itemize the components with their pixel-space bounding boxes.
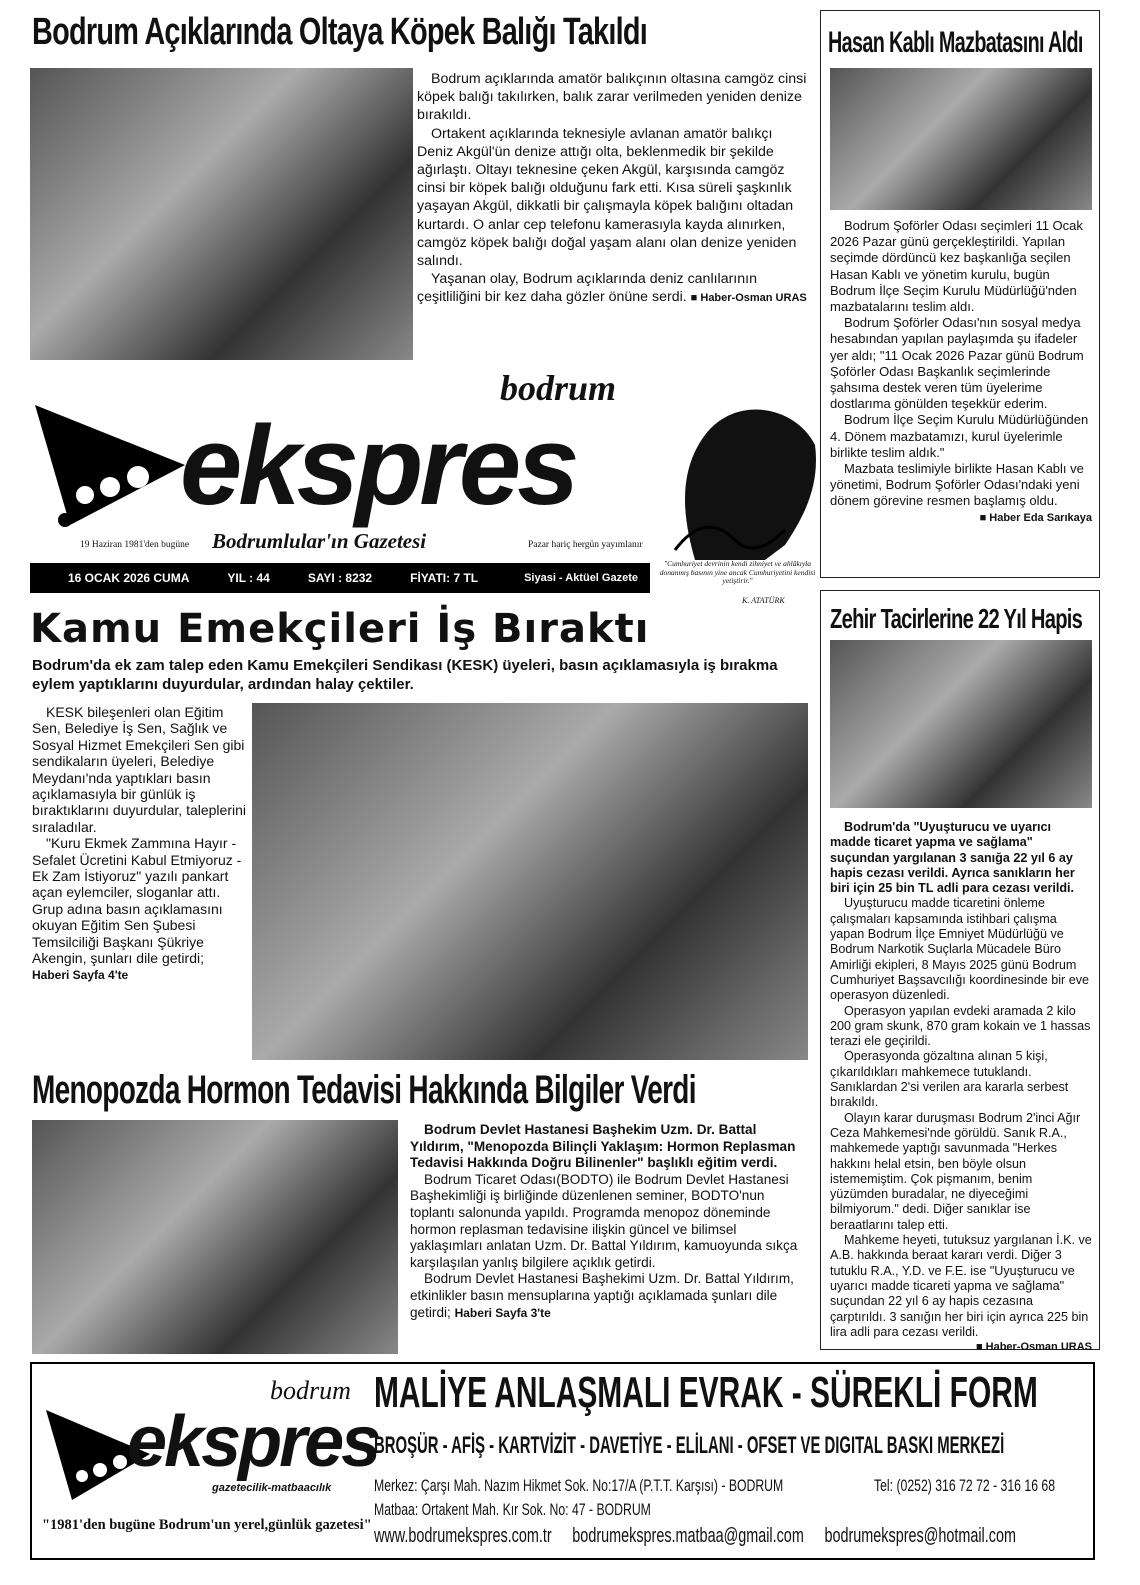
paragraph: Yaşanan olay, Bodrum açıklarında deniz canlılarının çeşitliliğini bir kez daha gözler önüne serdi. ■ Haber-Osman URAS (417, 271, 807, 306)
slogan: Bodrumlular'ın Gazetesi (212, 529, 427, 553)
masthead-info-bar (30, 563, 650, 593)
paragraph: Operasyon yapılan evdeki aramada 2 kilo 200 gram skunk, 870 gram kokain ve 1 hassas terazi ele geçirildi. (830, 1003, 1091, 1049)
story5-headline[interactable]: Zehir Tacirlerine 22 Yıl Hapis (830, 603, 1083, 634)
paragraph: "Kuru Ekmek Zammına Hayır - Sefalet Ücretini Kabul Etmiyoruz - Ek Zam İstiyoruz" yazılı pankart açan eylemciler, sloganlar attı. Grup adına basın açıklamasını okuyan Eğitim Sen Şubesi Temsilciliği Başkanı Şükriye Akengin, şunları dile getirdi; (32, 835, 242, 967)
price: FİYATI: 7 TL (410, 571, 479, 585)
ad-logo-city: bodrum (270, 1376, 351, 1405)
quote-author: K. ATATÜRK (742, 596, 785, 605)
byline: ■ Haber Eda Sarıkaya (979, 511, 1092, 524)
ataturk-quote: "Cumhuriyet devrinin kendi zihniyet ve ahlâkıyla donanmış basının yine ancak Cumhuriyetini kendisi yetiştirir." (659, 559, 816, 585)
continued-link[interactable]: Haberi Sayfa 4'te (32, 967, 129, 982)
email-link[interactable]: bodrumekspres.matbaa@gmail.com (572, 1525, 804, 1547)
website-link[interactable]: www.bodrumekspres.com.tr (374, 1525, 552, 1547)
masthead-name: ekspres (180, 403, 576, 528)
ad-motto: "1981'den bugüne Bodrum'un yerel,günlük gazetesi" (42, 1517, 372, 1533)
paragraph: Uyuşturucu madde ticaretini önleme çalışmaları kapsamında istihbari çalışma yapan Bodrum İlçe Emniyet Müdürlüğü ve Bodrum Narkotik Suçlarla Mücadele Büro Amirliği ekipleri, 8 Mayıs 2025 günü Bodrum Cumhuriyet Başsavcılığı koordinesinde bir eve operasyon düzenledi. (830, 896, 1089, 1003)
paragraph: Operasyonda gözaltına alınan 5 kişi, çıkarıldıkları mahkemece tutuklandı. Sanıklardan 2'si verilen ara kararla serbest bırakıldı. (830, 1049, 1069, 1110)
issue: SAYI : 8232 (307, 571, 373, 585)
story2-lead: Bodrum'da ek zam talep eden Kamu Emekçileri Sendikası (KESK) üyeleri, basın açıklamasıyla iş bırakma eylem yaptıklarını duyurdular, ardından halay çektiler. (32, 657, 778, 693)
continued-link[interactable]: Haberi Sayfa 3'te (454, 1305, 551, 1320)
paragraph: Mahkeme heyeti, tutuksuz yargılanan İ.K. ve A.B. hakkında beraat kararı verdi. Diğer 3 tutuklu R.A., Y.D. ve F.E. ise "Uyuşturucu ve uyarıcı madde ticareti yapma ve sağlama" suçundan 22 yıl 6 ay hapis cezasına çarptırıldı. 3 sanığın her biri için ayrıca 225 bin lira adli para cezası verildi. (830, 1233, 1092, 1339)
ad-logo-sub: gazetecilik-matbaacılık (212, 1482, 332, 1494)
since-text: 19 Haziran 1981'den bugüne (80, 540, 190, 550)
paragraph: Bodrum Ticaret Odası(BODTO) ile Bodrum Devlet Hastanesi Başhekimliği iş birliğinde düzenlenen seminer, BODTO'nun toplantı salonunda yapıldı. Programda menopoz döneminde hormon replasman tedavisine ilişkin güncel ve bilimsel yaklaşımları anlatan Uzm. Dr. Battal Yıldırım, kamuoyunda sıkça karşılaşılan yanlış bilgilere açıklık getirdi. (410, 1171, 798, 1270)
lead: Bodrum'da "Uyuşturucu ve uyarıcı madde ticaret yapma ve sağlama" suçundan yargılanan 3 sanığa 22 yıl 6 ay hapis cezası verildi. Ayrıca sanıkların her biri için 25 bin TL adli para cezası verildi. (830, 820, 1075, 896)
story5-body (830, 820, 1092, 1355)
email-link[interactable]: bodrumekspres@hotmail.com (824, 1525, 1016, 1547)
story1-photo (30, 68, 413, 360)
story3-photo (32, 1120, 398, 1354)
story1-headline[interactable]: Bodrum Açıklarında Oltaya Köpek Balığı Takıldı (32, 11, 648, 53)
ataturk-portrait (655, 385, 820, 560)
story3-body (410, 1122, 806, 1321)
paragraph: Bodrum İlçe Seçim Kurulu Müdürlüğünden 4. Dönem mazbatamızı, kurul üyelerimle birlikte teslim aldık." (830, 412, 1089, 460)
story4-body (830, 218, 1092, 526)
story4-photo (830, 68, 1092, 210)
paragraph: Ortakent açıklarında teknesiyle avlanan amatör balıkçı Deniz Akgül'ün denize attığı olta, beklenmedik bir şekilde ağırlaştı. Oltayı teknesine çeken Akgül, karşısında camgöz cinsi bir köpek balığı olduğunu fark etti. Kısa süreli şaşkınlık yaşayan Akgül, dikkatli bir çalışmayla köpek balığını oltadan kurtardı. O anlar cep telefonu kamerasıyla kayda alınırken, camgöz köpek balığı doğal yaşam alanı olan denize yeniden salındı. (417, 125, 797, 270)
story2-photo (252, 703, 808, 1060)
byline: ■ Haber-Osman URAS (690, 292, 807, 305)
ad-phone: Tel: (0252) 316 72 72 - 316 16 68 (874, 1476, 1056, 1495)
story3-headline[interactable]: Menopozda Hormon Tedavisi Hakkında Bilgiler Verdi (32, 1068, 696, 1112)
paragraph: Olayın karar duruşması Bodrum 2'inci Ağır Ceza Mahkemesi'nde görüldü. Sanık R.A., mahkemede yaptığı savunmada "Herkes hakkını helal etsin, ben böyle olsun istememiştim. Çok pişmanım, benim yüzümden buradalar, ne diyeceğimi bilmiyorum." dedi. Diğer sanıklar ise beraatlarını talep etti. (830, 1110, 1081, 1232)
date: 16 OCAK 2026 CUMA (68, 571, 190, 585)
paragraph: Mazbata teslimiyle birlikte Hasan Kablı ve yönetimi, Bodrum Şoförler Odası'ndaki yeni dönem görevine resmen başlamış oldu. (830, 461, 1084, 509)
schedule-text: Pazar hariç hergün yayımlanır (528, 540, 643, 550)
story2-body (32, 704, 246, 983)
story4-headline[interactable]: Hasan Kablı Mazbatasını Aldı (828, 26, 1083, 59)
ad-contacts (374, 1524, 1016, 1548)
story5-photo (830, 640, 1092, 808)
logo-triangle-icon (30, 395, 190, 535)
paragraph: Bodrum Şoförler Odası'nın sosyal medya hesabından yapılan paylaşımda şu ifadeler yer aldı; "11 Ocak 2026 Pazar günü Bodrum Şoförler Odası Başkanlık seçimlerinde şahsıma destek veren tüm üyelerime dostlarıma gönülden teşekkür ederim. (830, 315, 1084, 412)
byline: ■ Haber-Osman URAS (975, 1341, 1092, 1354)
lead: Bodrum Devlet Hastanesi Başhekim Uzm. Dr. Battal Yıldırım, "Menopozda Bilinçli Yaklaşım: Hormon Replasman Tedavisi Hakkında Doğru Bilinenler" başlıklı eğitim verdi. (410, 1122, 796, 1171)
ad-logo-name: ekspres (127, 1402, 379, 1482)
paragraph: Bodrum Şoförler Odası seçimleri 11 Ocak 2026 Pazar günü gerçekleştirildi. Yapılan seçimde dördüncü kez başkanlığa seçilen Hasan Kablı ve yönetim kurulu, bugün Bodrum İlçe Seçim Kurulu Müdürlüğü'nden mazbatalarını teslim aldı. (830, 218, 1083, 315)
paragraph: KESK bileşenleri olan Eğitim Sen, Belediye İş Sen, Sağlık ve Sosyal Hizmet Emekçileri Sen gibi sendikaların üyeleri, Belediye Meydanı'nda yaptıkları basın açıklamasıyla bir günlük iş bıraktıklarını duyurdular, taleplerini sıraladılar. (32, 704, 246, 835)
paper-type: Siyasi - Aktüel Gazete (524, 572, 638, 584)
ad-address2: Matbaa: Ortakent Mah. Kır Sok. No: 47 - BODRUM (374, 1500, 651, 1519)
story2-headline[interactable]: Kamu Emekçileri İş Bıraktı (30, 606, 650, 652)
print-ad (30, 1362, 1095, 1560)
masthead (30, 368, 820, 605)
story1-body (417, 70, 809, 308)
masthead-city: bodrum (500, 368, 617, 408)
year: YIL : 44 (227, 571, 270, 585)
paragraph: Bodrum açıklarında amatör balıkçının oltasına camgöz cinsi köpek balığı takılırken, balık zarar verilmeden yeniden denize bırakıldı. (417, 71, 807, 124)
ad-title: MALİYE ANLAŞMALI EVRAK - SÜREKLİ FORM (374, 1368, 1038, 1417)
ad-address1: Merkez: Çarşı Mah. Nazım Hikmet Sok. No:17/A (P.T.T. Karşısı) - BODRUM (374, 1476, 784, 1495)
ad-services: BROŞÜR - AFİŞ - KARTVİZİT - DAVETİYE - ELİLANI - OFSET VE DIGITAL BASKI MERKEZİ (374, 1432, 1005, 1459)
paragraph: Bodrum Devlet Hastanesi Başhekimi Uzm. Dr. Battal Yıldırım, etkinlikler basın mensuplarına yaptığı açıklamada şunları dile getirdi; Haberi Sayfa 3'te (410, 1271, 794, 1320)
